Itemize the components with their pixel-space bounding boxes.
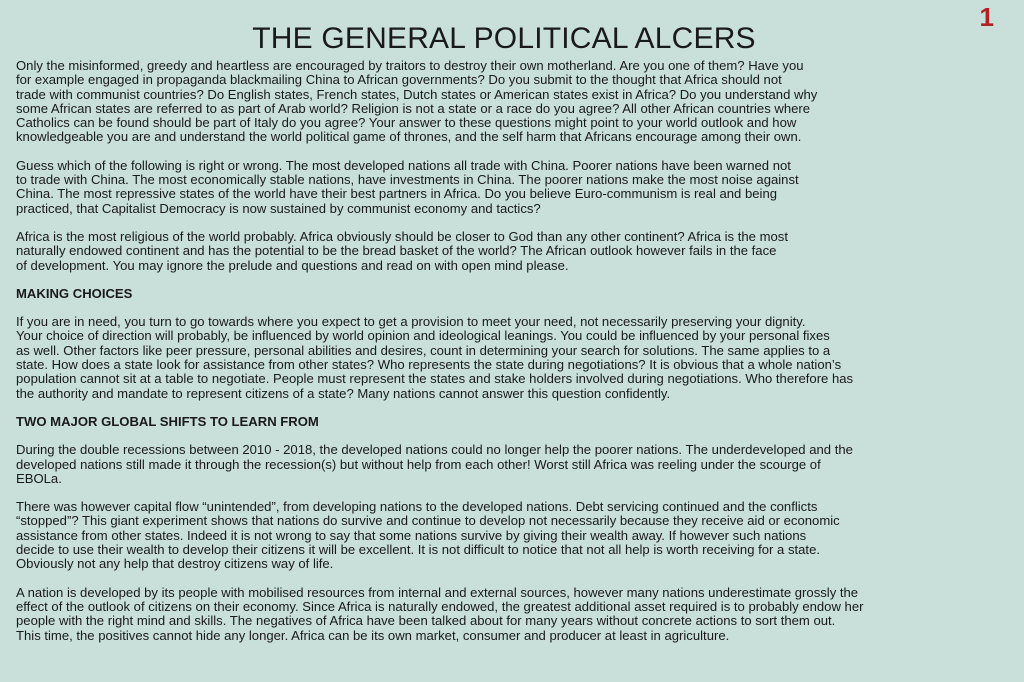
heading-global-shifts: TWO MAJOR GLOBAL SHIFTS TO LEARN FROM (16, 413, 319, 429)
paragraph-in-need (16, 315, 996, 401)
text-line: China. The most repressive states of the world have their best partners in Africa. Do you believe Euro-communism is real and being (16, 186, 778, 202)
text-line: There was however capital flow “unintended”, from developing nations to the developed nations. Debt servicing continued and the conflicts (16, 499, 818, 515)
text-line: assistance from other states. Indeed it is not wrong to say that some nations survive by giving their wealth away. If however such nations (16, 527, 807, 543)
text-line: effect of the outlook of citizens on their economy. Since Africa is naturally endowed, the greatest additional asset required is to probably endow her (16, 598, 864, 614)
text-line: as well. Other factors like peer pressure, personal abilities and desires, count in determining your search for solutions. The same applies to a (16, 342, 831, 358)
text-line: Your choice of direction will probably, be influenced by world opinion and ideological leanings. You could be influenced by your personal fixes (16, 328, 830, 344)
text-line: Obviously not any help that destroy citizens way of life. (16, 556, 334, 572)
text-line: “stopped”? This giant experiment shows that nations do survive and continue to develop not necessarily because they receive aid or economic (16, 513, 840, 529)
text-line: developed nations still made it through the recession(s) but without help from each other! Worst still Africa was reeling under the scourge of (16, 456, 821, 472)
text-line: Guess which of the following is right or wrong. The most developed nations all trade with China. Poorer nations have been warned not (16, 157, 791, 173)
text-line: the authority and mandate to represent citizens of a state? Many nations cannot answer this question confidently. (16, 385, 671, 401)
paragraph-africa-religious (16, 230, 996, 273)
text-line: state. How does a state look for assistance from other states? Who represents the state during negotiations? It is obvious that a whole nation’s (16, 357, 842, 373)
text-line: If you are in need, you turn to go towards where you expect to get a provision to meet your need, not necessarily preserving your dignity. (16, 314, 806, 330)
page-title: THE GENERAL POLITICAL ALCERS (252, 22, 756, 55)
text-line: A nation is developed by its people with mobilised resources from internal and external sources, however many nations underestimate grossly the (16, 584, 859, 600)
text-line: naturally endowed continent and has the potential to be the bread basket of the world? The African outlook however fails in the face (16, 243, 777, 259)
text-line: for example engaged in propaganda blackmailing China to African governments? Do you submit to the thought that Africa should not (16, 72, 782, 88)
text-line: Catholics can be found should be part of Italy do you agree? Your answer to these questions might point to your world outlook and how (16, 115, 797, 131)
text-line: decide to use their wealth to develop their citizens it will be excellent. It is not difficult to notice that not all help is worth receiving for a state. (16, 542, 820, 558)
text-line: people with the right mind and skills. The negatives of Africa have been talked about for many years without concrete actions to sort them out. (16, 613, 836, 629)
text-line: During the double recessions between 2010 - 2018, the developed nations could no longer help the poorer nations. The underdeveloped and the (16, 442, 853, 458)
paragraph-nation-developed (16, 586, 996, 643)
text-line: to trade with China. The most economically stable nations, have investments in China. The poorer nations make the most noise against (16, 172, 799, 188)
text-line: This time, the positives cannot hide any longer. Africa can be its own market, consumer and producer at least in agriculture. (16, 627, 730, 643)
text-line: of development. You may ignore the prelude and questions and read on with open mind please. (16, 257, 569, 273)
text-line: population cannot sit at a table to negotiate. People must represent the states and stake holders involved during negotiations. Who therefore has (16, 371, 854, 387)
page-number: 1 (979, 2, 994, 32)
paragraph-intro (16, 59, 996, 145)
text-line: EBOLa. (16, 470, 62, 486)
article-body (16, 59, 996, 657)
paragraph-capital-flow (16, 500, 996, 571)
text-line: Africa is the most religious of the world probably. Africa obviously should be closer to God than any other continent? Africa is the most (16, 228, 788, 244)
text-line: some African states are referred to as part of Arab world? Religion is not a state or a race do you agree? All other African countries where (16, 100, 811, 116)
text-line: trade with communist countries? Do English states, French states, Dutch states or American states exist in Africa? Do you understand why (16, 86, 818, 102)
text-line: practiced, that Capitalist Democracy is now sustained by communist economy and tactics? (16, 200, 541, 216)
paragraph-recessions (16, 443, 996, 486)
text-line: knowledgeable you are and understand the world political game of thrones, and the self harm that Africans encourage among their own. (16, 129, 802, 145)
paragraph-guess (16, 159, 996, 216)
heading-making-choices: MAKING CHOICES (16, 285, 133, 301)
text-line: Only the misinformed, greedy and heartless are encouraged by traitors to destroy their own motherland. Are you one of them? Have you (16, 58, 804, 73)
